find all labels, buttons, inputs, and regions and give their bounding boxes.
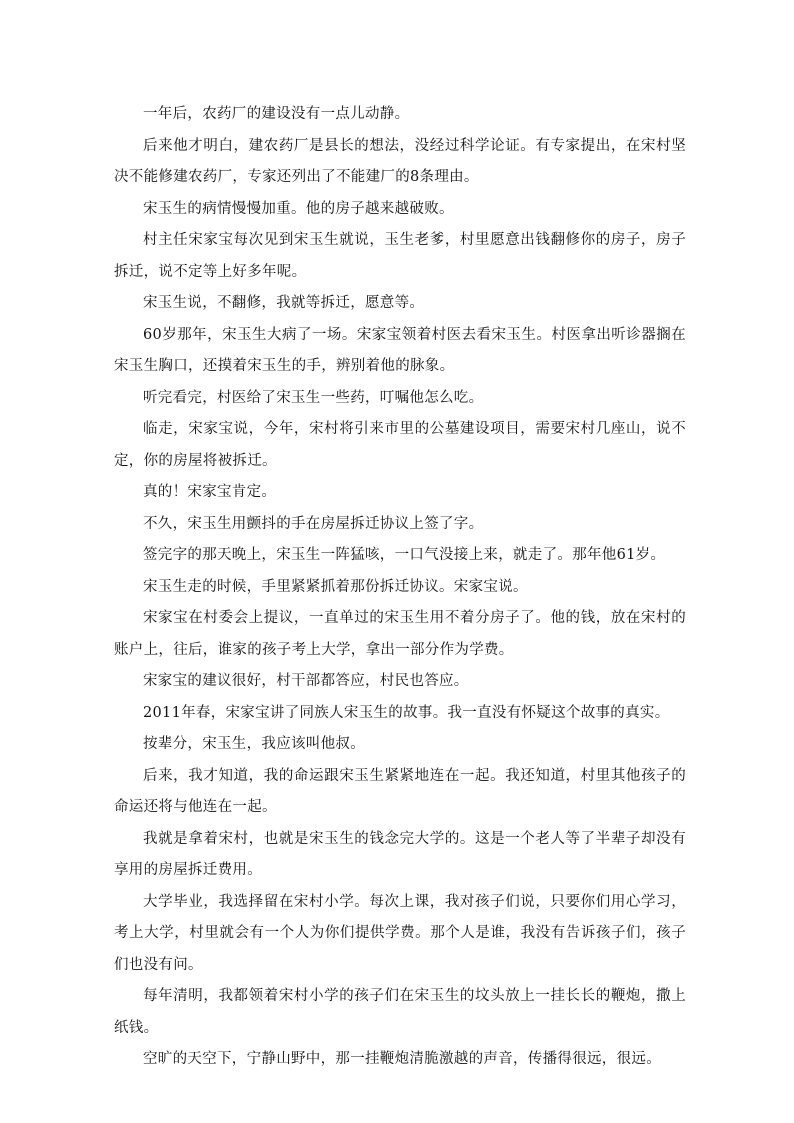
document-body (114, 99, 686, 1076)
paragraph: 后来，我才知道，我的命运跟宋玉生紧紧地连在一起。我还知道，村里其他孩子的命运还将与他连在一起。 (114, 767, 686, 815)
paragraph: 宋玉生的病情慢慢加重。他的房子越来越破败。 (143, 200, 454, 217)
paragraph: 空旷的天空下，宁静山野中，那一挂鞭炮清脆激越的声音，传播得很远，很远。 (143, 1051, 661, 1067)
paragraph: 按辈分，宋玉生，我应该叫他叔。 (143, 736, 365, 752)
paragraph: 签完字的那天晚上，宋玉生一阵猛咳，一口气没接上来，就走了。那年他61岁。 (143, 547, 666, 563)
paragraph: 大学毕业，我选择留在宋村小学。每次上课，我对孩子们说，只要你们用心学习，考上大学，村里就会有一个人为你们提供学费。那个人是谁，我没有告诉孩子们，孩子们也没有问。 (114, 893, 686, 973)
paragraph: 60岁那年，宋玉生大病了一场。宋家宝领着村医去看宋玉生。村医拿出听诊器搁在宋玉生胸口，还摸着宋玉生的手，辨别着他的脉象。 (114, 326, 686, 374)
paragraph: 一年后，农药厂的建设没有一点儿动静。 (143, 106, 410, 122)
paragraph: 后来他才明白，建农药厂是县长的想法，没经过科学论证。有专家提出，在宋村坚决不能修建农药厂，专家还列出了不能建厂的8条理由。 (114, 137, 686, 185)
paragraph: 2011年春，宋家宝讲了同族人宋玉生的故事。我一直没有怀疑这个故事的真实。 (143, 704, 670, 721)
paragraph: 临走，宋家宝说，今年，宋村将引来市里的公墓建设项目，需要宋村几座山，说不定，你的房屋将被拆迁。 (114, 421, 686, 469)
paragraph: 我就是拿着宋村，也就是宋玉生的钱念完大学的。这是一个老人等了半辈子却没有享用的房屋拆迁费用。 (114, 830, 686, 878)
paragraph: 不久，宋玉生用颤抖的手在房屋拆迁协议上签了字。 (143, 515, 484, 532)
paragraph: 宋家宝的建议很好，村干部都答应，村民也答应。 (143, 673, 469, 689)
paragraph: 宋家宝在村委会上提议，一直单过的宋玉生用不着分房子了。他的钱，放在宋村的账户上，往后，谁家的孩子考上大学，拿出一部分作为学费。 (114, 610, 686, 658)
paragraph: 宋玉生走的时候，手里紧紧抓着那份拆迁协议。宋家宝说。 (143, 578, 528, 595)
paragraph: 每年清明，我都领着宋村小学的孩子们在宋玉生的坟头放上一挂长长的鞭炮，撒上纸钱。 (114, 988, 686, 1036)
paragraph: 真的！宋家宝肯定。 (143, 484, 277, 500)
paragraph: 宋玉生说，不翻修，我就等拆迁，愿意等。 (143, 295, 425, 311)
paragraph: 听完看完，村医给了宋玉生一些药，叮嘱他怎么吃。 (143, 389, 484, 406)
paragraph: 村主任宋家宝每次见到宋玉生就说，玉生老爹，村里愿意出钱翻修你的房子，房子拆迁，说不定等上好多年呢。 (114, 232, 686, 280)
